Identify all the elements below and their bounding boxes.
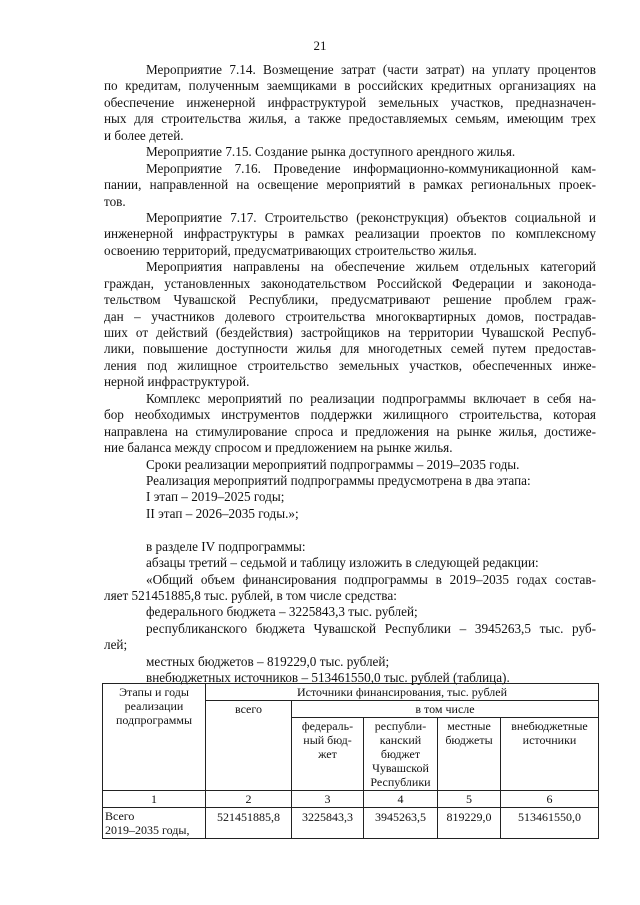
cell-text: бюджеты xyxy=(445,733,493,747)
column-number: 6 xyxy=(501,791,599,808)
text-line: Мероприятие 7.15. Создание рынка доступного арендного жилья. xyxy=(146,144,516,160)
text-line: пании, направленной на освещение мероприятий в рамках региональных проек- xyxy=(104,177,596,193)
text-line: Реализация мероприятий подпрограммы предусмотрена в два этапа: xyxy=(146,472,531,488)
cell-text: 2019–2035 годы, xyxy=(105,823,190,837)
cell-text: источники xyxy=(522,733,577,747)
text-line: лей; xyxy=(104,637,128,653)
cell-text: Этапы и годы xyxy=(119,685,189,699)
header-sources: Источники финансирования, тыс. рублей xyxy=(206,684,599,701)
table-row xyxy=(103,808,599,839)
cell-text: Республики xyxy=(370,775,431,789)
text-line: нерной инфраструктурой. xyxy=(104,374,250,390)
text-line: Мероприятие 7.17. Строительство (реконструкция) объектов социальной и xyxy=(146,209,596,225)
text-line: обеспечение инженерной инфраструктурой земельных участков, предназначен- xyxy=(104,94,596,110)
document-body xyxy=(104,62,596,687)
text-line: дан – участников долевого строительства многоквартирных домов, пострадав- xyxy=(104,308,596,324)
text-line: освоению территорий, предусматривающих строительство жилья. xyxy=(104,242,477,258)
table-cell: 3225843,3 xyxy=(292,808,364,839)
text-line: Мероприятие 7.16. Проведение информационно-коммуникационной кам- xyxy=(146,160,596,176)
text-line: внебюджетных источников – 513461550,0 тыс. рублей (таблица). xyxy=(146,670,510,686)
header-total: всего xyxy=(206,701,292,791)
column-number: 1 xyxy=(103,791,206,808)
cell-text: канский xyxy=(379,733,422,747)
text-line: ления под жилищное строительство земельных участков, обеспеченных инже- xyxy=(104,357,596,373)
column-numbers-row xyxy=(103,791,599,808)
cell-text: бюджет xyxy=(380,747,421,761)
text-line: абзацы третий – седьмой и таблицу изложить в следующей редакции: xyxy=(146,555,539,571)
cell-text: реализации xyxy=(124,699,184,713)
table-cell: 521451885,8 xyxy=(206,808,292,839)
text-line: II этап – 2026–2035 годы.»; xyxy=(146,505,299,521)
text-line: ляет 521451885,8 тыс. рублей, в том числе средства: xyxy=(104,588,397,603)
text-line: Мероприятия направлены на обеспечение жильем отдельных категорий xyxy=(146,259,596,275)
text-line: Мероприятие 7.14. Возмещение затрат (части затрат) на уплату процентов xyxy=(146,62,596,77)
financing-table xyxy=(102,683,599,839)
column-number: 2 xyxy=(206,791,292,808)
text-line: лики, повышение доступности жилья для многодетных семей путем предостав- xyxy=(104,341,596,357)
column-number: 4 xyxy=(364,791,438,808)
column-number: 5 xyxy=(438,791,501,808)
text-line: тов. xyxy=(104,193,126,209)
header-sub-4 xyxy=(501,718,599,791)
header-sub-3 xyxy=(438,718,501,791)
cell-text: Чувашской xyxy=(372,761,429,775)
cell-text: жет xyxy=(318,747,337,761)
text-line: Сроки реализации мероприятий подпрограммы – 2019–2035 годы. xyxy=(146,456,520,472)
text-line: ных для строительства жилья, а также предоставляемых семьям, имеющим трех xyxy=(104,111,596,127)
cell-text: внебюджетные xyxy=(511,719,588,733)
text-line: республиканского бюджета Чувашской Республики – 3945263,5 тыс. руб- xyxy=(146,620,596,636)
text-line: по кредитам, полученным заемщиками в российских кредитных организациях на xyxy=(104,78,596,94)
text-line: ние баланса между спросом и предложением на рынке жилья. xyxy=(104,440,453,456)
cell-text: подпрограммы xyxy=(115,713,193,727)
cell-text: республи- xyxy=(374,719,427,733)
cell-text: ный бюд- xyxy=(303,733,352,747)
cell-text: Всего xyxy=(105,809,135,823)
text-line: инженерной инфраструктуры в рамках реализации проектов по комплексному xyxy=(104,226,596,242)
cell-text: местные xyxy=(447,719,491,733)
text-line: направлена на стимулирование спроса и предложения на рынке жилья, достиже- xyxy=(104,423,596,439)
text-line: в разделе IV подпрограммы: xyxy=(146,538,306,554)
column-number: 3 xyxy=(292,791,364,808)
header-including: в том числе xyxy=(292,701,599,718)
header-stages xyxy=(103,684,206,791)
page-number: 21 xyxy=(313,38,327,53)
text-line: «Общий объем финансирования подпрограммы в 2019–2035 годах состав- xyxy=(146,571,596,587)
cell-text: федераль- xyxy=(301,719,354,733)
text-line: местных бюджетов – 819229,0 тыс. рублей; xyxy=(146,653,390,669)
text-line: ших от действий (бездействия) застройщиков на территории Чувашской Респуб- xyxy=(104,325,596,340)
text-line: федерального бюджета – 3225843,3 тыс. рублей; xyxy=(146,604,418,620)
header-sub-2 xyxy=(364,718,438,791)
text-line: тельством Чувашской Республики, предусматривают решение проблем граж- xyxy=(104,292,596,308)
table-cell: 819229,0 xyxy=(438,808,501,839)
table-cell: 513461550,0 xyxy=(501,808,599,839)
blank-line xyxy=(104,522,596,538)
row-label xyxy=(103,808,206,839)
table-cell: 3945263,5 xyxy=(364,808,438,839)
text-line: Комплекс мероприятий по реализации подпрограммы включает в себя на- xyxy=(146,390,596,406)
header-sub-1 xyxy=(292,718,364,791)
text-line: I этап – 2019–2025 годы; xyxy=(146,489,285,505)
text-line: граждан, установленных законодательством Российской Федерации и законода- xyxy=(104,275,596,291)
text-line: бор необходимых инструментов поддержки жилищного строительства, которая xyxy=(104,407,596,423)
text-line: и более детей. xyxy=(104,127,184,143)
